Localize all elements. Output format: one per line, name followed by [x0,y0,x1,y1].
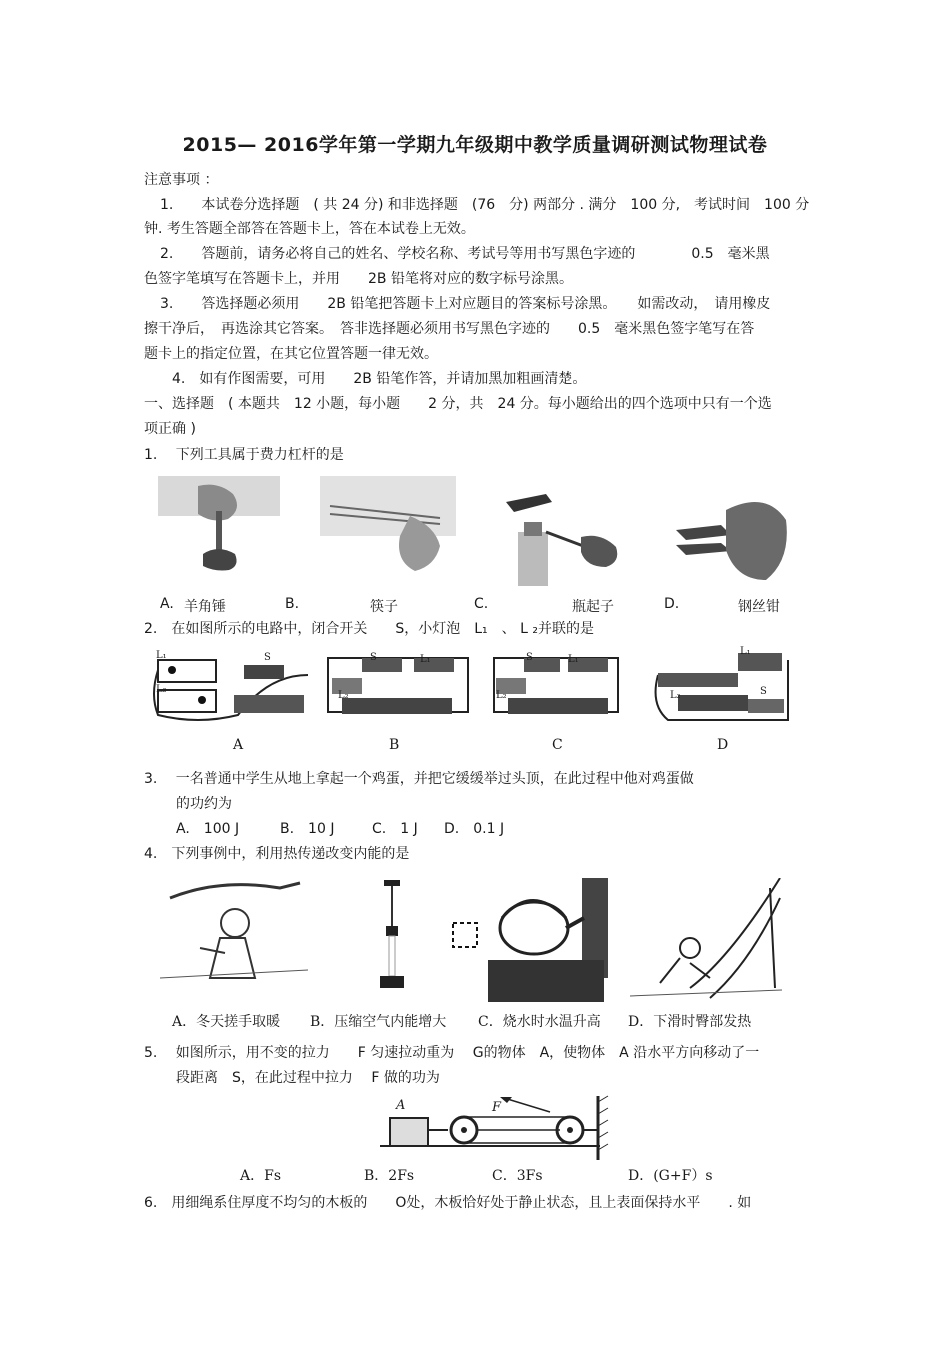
circuit-b-l1-label: L₁ [420,654,431,665]
q1-option-c-letter: C. [474,596,489,612]
notice-item-3-line3: 题卡上的指定位置，在其它位置答题一律无效。 [144,346,438,362]
section1-line2: 项正确 ) [144,421,196,437]
circuit-diagram-c [488,650,628,722]
pulley-label-f: F [492,1100,502,1115]
notice-item-1-line2: 钟. 考生答题全部答在答题卡上，答在本试卷上无效。 [144,221,475,237]
q3-option-d: D. 0.1 J [444,821,505,837]
q3-option-b: B. 10 J [280,821,335,837]
circuit-a-s-label: S [264,652,271,663]
q1-option-b-text: 筷子 [370,599,398,615]
q3-option-c: C. 1 J [372,821,418,837]
dashed-square-mark [450,920,480,950]
circuit-b-l2-label: L₂ [338,690,349,701]
pulley-label-a: A [396,1098,406,1113]
q1-option-b-letter: B. [285,596,300,612]
section1-line1: 一、选择题 ( 本题共 12 小题，每小题 2 分，共 24 分。每小题给出的四个选项中只有一个选 [144,396,772,412]
q5-stem-line2: 段距离 S，在此过程中拉力 F 做的功为 [176,1070,440,1086]
q5-option-a: A．Fs [240,1168,282,1184]
q5-option-c: C．3Fs [492,1168,543,1184]
kettle-image [482,878,608,1006]
q6-stem-line1: 6. 用细绳系住厚度不均匀的木板的 O处，木板恰好处于静止状态，且上表面保持水平 . 如 [144,1195,752,1211]
q5-option-d: D．(G+F）s [628,1168,713,1184]
circuit-diagram-d [648,645,790,723]
q1-option-a-letter: A. [160,596,174,612]
circuit-diagram-b [322,650,472,722]
circuit-d-l2-label: L₂ [670,690,681,701]
pliers-image [676,490,788,582]
q4-caption-d: D．下滑时臀部发热 [628,1014,752,1030]
q4-stem: 4. 下列事例中，利用热传递改变内能的是 [144,846,410,862]
q1-option-c-text: 瓶起子 [572,599,614,615]
circuit-label-b: B [389,737,400,753]
q3-stem-line1: 3. 一名普通中学生从地上拿起一个鸡蛋，并把它缓缓举过头顶，在此过程中他对鸡蛋做 [144,771,694,787]
circuit-c-l1-label: L₁ [568,654,579,665]
q4-caption-a: A．冬天搓手取暖 [172,1014,281,1030]
slide-image [630,878,782,1002]
chopsticks-image [320,476,456,576]
circuit-label-d: D [717,737,729,753]
notice-item-3-line1: 3. 答选择题必须用 2B 铅笔把答题卡上对应题目的答案标号涂黑。 如需改动， 请用橡皮 [160,296,771,312]
circuit-b-s-label: S [370,652,377,663]
q4-caption-b: B．压缩空气内能增大 [310,1014,447,1030]
circuit-a-l1-label: L₁ [156,650,167,661]
q3-option-a: A. 100 J [176,821,240,837]
q5-stem-line1: 5. 如图所示，用不变的拉力 F 匀速拉动重为 G的物体 A，使物体 A 沿水平方向移动了一 [144,1045,760,1061]
q1-option-d-letter: D. [664,596,680,612]
circuit-diagram-a [152,650,312,722]
q3-stem-line2: 的功约为 [176,796,232,812]
notice-item-2-line1: 2. 答题前，请务必将自己的姓名、学校名称、考试号等用书写黑色字迹的 0.5 毫米黑 [160,246,770,262]
q4-caption-c: C．烧水时水温升高 [478,1014,601,1030]
circuit-a-l2-label: L₂ [156,684,167,695]
circuit-label-c: C [552,737,563,753]
notice-item-1-line1: 1. 本试卷分选择题 ( 共 24 分) 和非选择题 (76 分) 两部分 . 满分 100 分, 考试时间 100 分 [160,197,810,213]
q5-option-b: B．2Fs [364,1168,415,1184]
air-compression-image [372,878,412,998]
q1-option-d-text: 钢丝钳 [738,599,780,615]
notice-heading: 注意事项 ： [144,172,219,188]
circuit-label-a: A [233,737,244,753]
hammer-image [158,476,280,586]
page-title: 2015— 2016学年第一学期九年级期中教学质量调研测试物理试卷 [182,134,768,156]
circuit-d-s-label: S [760,686,767,697]
circuit-d-l1-label: L₁ [740,646,751,657]
notice-item-2-line2: 色签字笔填写在答题卡上，并用 2B 铅笔将对应的数字标号涂黑。 [144,271,573,287]
q2-stem: 2. 在如图所示的电路中，闭合开关 S，小灯泡 L₁ 、 L ₂并联的是 [144,621,594,637]
q1-stem: 1. 下列工具属于费力杠杆的是 [144,447,344,463]
bottle-opener-image [506,492,626,586]
rubbing-hands-image [160,878,308,1002]
circuit-c-l2-label: L₂ [496,690,507,701]
notice-item-4-line1: 4. 如有作图需要，可用 2B 铅笔作答，并请加黑加粗画清楚。 [172,371,587,387]
circuit-c-s-label: S [526,652,533,663]
notice-item-3-line2: 擦干净后， 再选涂其它答案。 答非选择题必须用书写黑色字迹的 0.5 毫米黑色签字笔写在答 [144,321,755,337]
q1-option-a-text: 羊角锤 [184,599,226,615]
